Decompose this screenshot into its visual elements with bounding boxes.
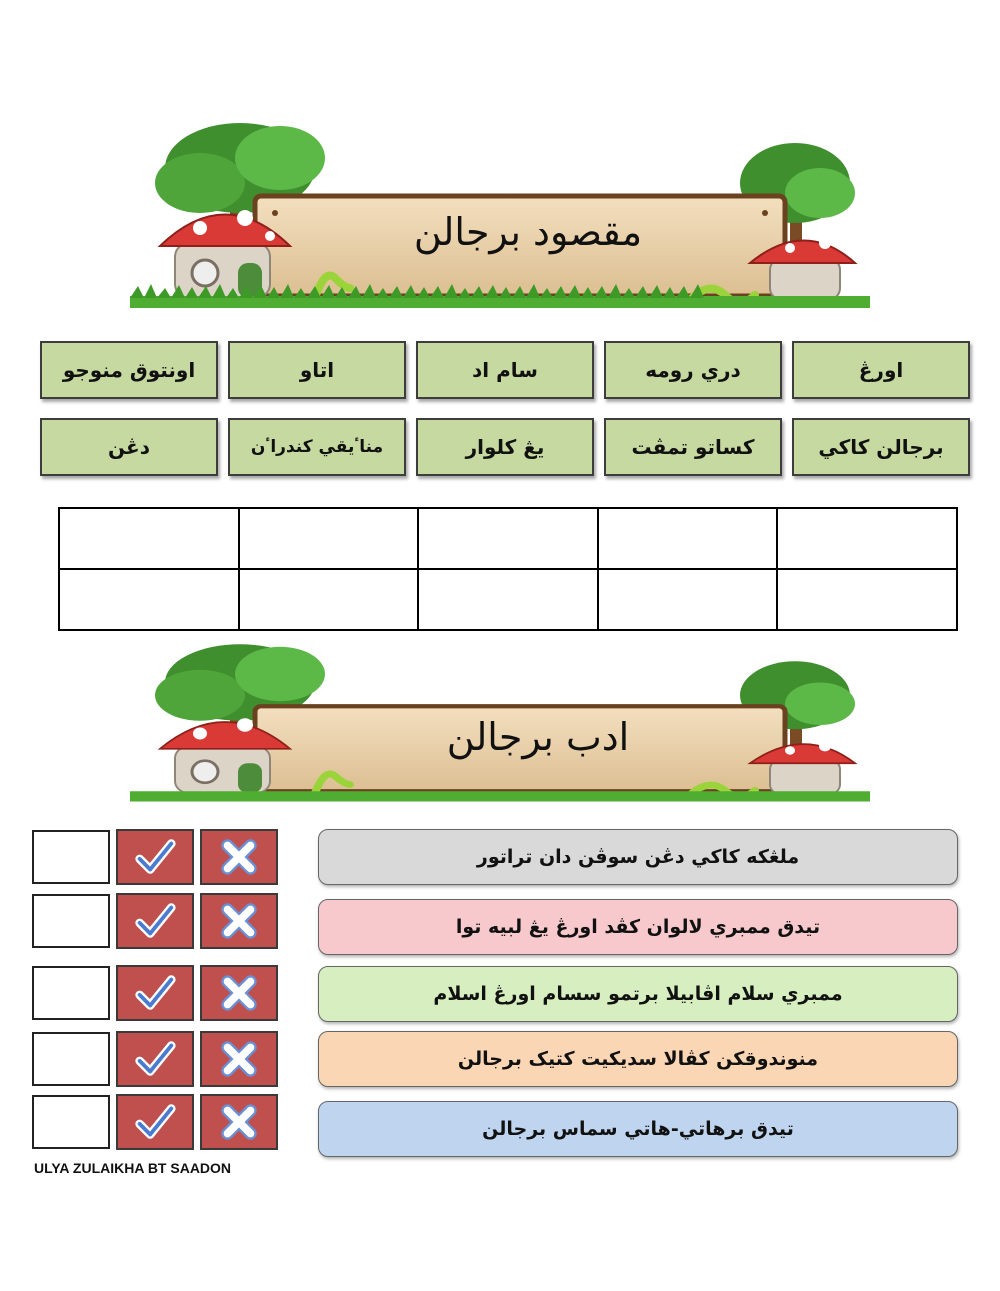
false-mark-tile[interactable]: [200, 1094, 278, 1150]
drop-cell[interactable]: [239, 508, 419, 569]
false-mark-tile[interactable]: [200, 965, 278, 1021]
word-tile[interactable]: اونتوق منوجو: [40, 341, 218, 399]
word-tile[interactable]: يڠ كلوار: [416, 418, 594, 476]
word-tile[interactable]: مناٴيقي كندراٴن: [228, 418, 406, 476]
true-mark-tile[interactable]: [116, 829, 194, 885]
answer-drop-table: [58, 507, 958, 631]
drop-cell[interactable]: [418, 508, 598, 569]
statement-1: ملڠكه كاكي دڠن سوڤن دان تراتور: [318, 829, 958, 885]
cross-icon: [216, 1036, 262, 1082]
drop-cell[interactable]: [777, 569, 957, 630]
cross-icon: [216, 1099, 262, 1145]
drop-cell[interactable]: [777, 508, 957, 569]
word-tile[interactable]: كساتو تمڤت: [604, 418, 782, 476]
statement-4: منوندوقكن كڤالا سديكيت كتيک برجالن: [318, 1031, 958, 1087]
answer-drop-box[interactable]: [32, 830, 110, 884]
section-title-meaning: مقصود برجالن: [413, 210, 643, 254]
cross-icon: [216, 834, 262, 880]
answer-drop-box[interactable]: [32, 966, 110, 1020]
check-icon: [132, 834, 178, 880]
false-mark-tile[interactable]: [200, 893, 278, 949]
true-mark-tile[interactable]: [116, 1094, 194, 1150]
answer-drop-box[interactable]: [32, 894, 110, 948]
word-tile[interactable]: دڠن: [40, 418, 218, 476]
check-icon: [132, 970, 178, 1016]
section-title-etiquette: ادب برجالن: [446, 715, 630, 759]
word-tile[interactable]: اتاو: [228, 341, 406, 399]
statement-3: ممبري سلام اڤابيلا برتمو سسام اورڠ اسلام: [318, 966, 958, 1022]
true-mark-tile[interactable]: [116, 893, 194, 949]
check-icon: [132, 1099, 178, 1145]
author-credit: ULYA ZULAIKHA BT SAADON: [34, 1160, 232, 1176]
check-icon: [132, 898, 178, 944]
answer-drop-box[interactable]: [32, 1032, 110, 1086]
false-mark-tile[interactable]: [200, 1031, 278, 1087]
true-mark-tile[interactable]: [116, 1031, 194, 1087]
drop-cell[interactable]: [598, 508, 778, 569]
drop-cell[interactable]: [598, 569, 778, 630]
statement-2: تيدق ممبري لالوان كڤد اورڠ يڠ لبيه توا: [318, 899, 958, 955]
word-tile[interactable]: برجالن كاكي: [792, 418, 970, 476]
true-mark-tile[interactable]: [116, 965, 194, 1021]
drop-cell[interactable]: [418, 569, 598, 630]
word-tile[interactable]: دري رومه: [604, 341, 782, 399]
answer-drop-box[interactable]: [32, 1095, 110, 1149]
statement-5: تيدق برهاتي-هاتي سماس برجالن: [318, 1101, 958, 1157]
word-tile[interactable]: سام اد: [416, 341, 594, 399]
check-icon: [132, 1036, 178, 1082]
drop-cell[interactable]: [239, 569, 419, 630]
drop-cell[interactable]: [59, 569, 239, 630]
word-tile[interactable]: اورڠ: [792, 341, 970, 399]
cross-icon: [216, 898, 262, 944]
false-mark-tile[interactable]: [200, 829, 278, 885]
drop-cell[interactable]: [59, 508, 239, 569]
cross-icon: [216, 970, 262, 1016]
